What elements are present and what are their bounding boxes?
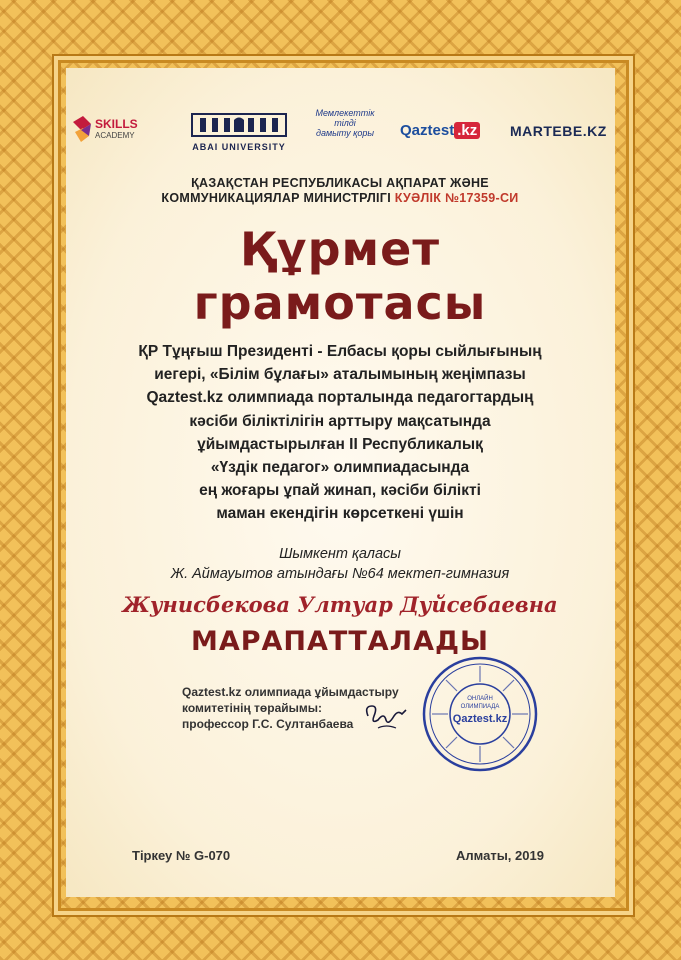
qaztest-logo: Qaztest .kz <box>400 122 480 139</box>
certificate-title: Құрмет грамотасы <box>193 222 487 330</box>
university-building-icon <box>190 110 288 140</box>
official-stamp <box>420 654 540 774</box>
registration-number: Тіркеу № G-070 <box>132 848 231 863</box>
registration-certificate: КУӘЛІК №17359-СИ <box>394 191 519 205</box>
svg-text:Qaztest.kz: Qaztest.kz <box>452 713 508 725</box>
recipient-location: Шымкент қаласы Ж. Аймауытов атындағы №64 мектеп-гимназия <box>170 546 510 582</box>
signature <box>362 698 410 732</box>
svg-text:ОНЛАЙН: ОНЛАЙН <box>467 696 493 702</box>
ministry-header: ҚАЗАҚСТАН РЕСПУБЛИКАСЫ АҚПАРАТ ЖӘНЕ КОММУНИКАЦИЯЛАР МИНИСТРЛІГІ КУӘЛІК №17359-СИ <box>161 176 519 205</box>
place-and-date: Алматы, 2019 <box>456 848 544 863</box>
language-fund-logo: Мемлекеттік тілді дамыту қоры <box>315 108 375 138</box>
martebe-logo: MARTEBE.KZ <box>510 123 607 139</box>
organizer-block: Qaztest.kz олимпиада ұйымдастыру комитетінің төрайымы: профессор Г.С. Султанбаева <box>182 685 399 731</box>
award-reason: ҚР Тұңғыш Президенті - Елбасы қоры сыйлығының иегері, «Білім бұлағы» аталымының жеңімпазы Qaztest.kz олимпиада порталында педагогтардың кәсіби біліктілігін арттыру мақсатында ұйымдастырылған II Республикалық «Үздік педагог» олимпиадасында ең жоғары ұпай жинап, кәсіби білікті маман екендігін көрсеткені үшін <box>138 343 542 523</box>
svg-text:ОЛИМПИАДА: ОЛИМПИАДА <box>460 704 500 710</box>
abai-university-logo: ABAI UNIVERSITY <box>190 110 288 152</box>
recipient-name: Жунисбекова Ултуар Дуйсебаевна <box>122 592 558 617</box>
skills-academy-logo: SKILLS ACADEMY <box>95 118 138 142</box>
skills-academy-icon <box>71 112 93 146</box>
partner-logos <box>80 100 607 160</box>
award-word: МАРАПАТТАЛАДЫ <box>190 626 490 657</box>
